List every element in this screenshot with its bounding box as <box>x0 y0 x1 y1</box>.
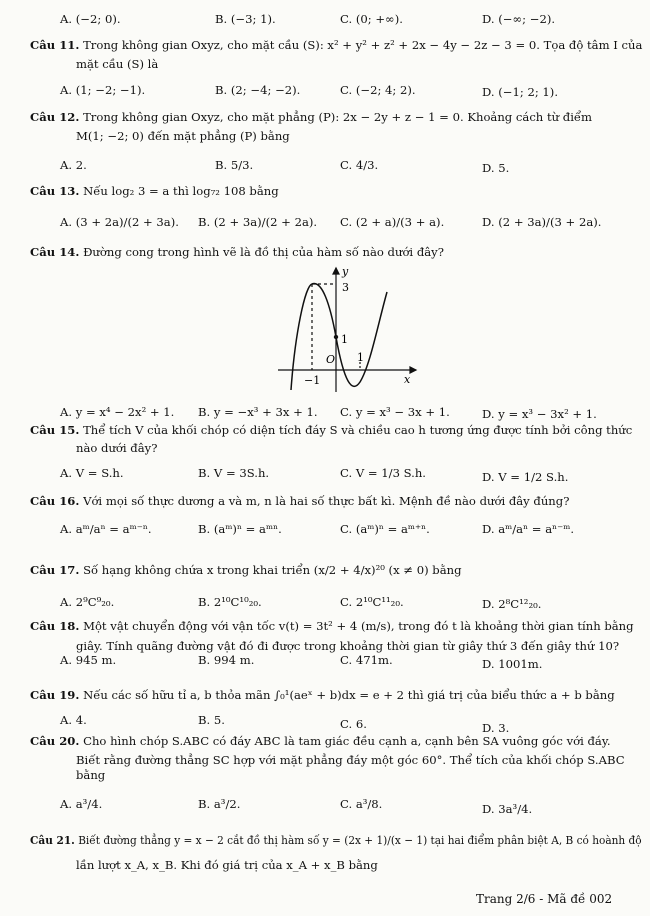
q15-number: Câu 15. <box>30 423 80 437</box>
q15-option-a: A. V = S.h. <box>60 466 124 480</box>
label-y: y <box>342 265 349 278</box>
q19-option-b: B. 5. <box>198 713 225 727</box>
q16-option-d: D. aᵐ/aⁿ = aⁿ⁻ᵐ. <box>482 522 575 536</box>
q20-stem-line1 <box>30 734 611 748</box>
q20-option-b: B. a³/2. <box>198 797 241 811</box>
q20-option-a: A. a³/4. <box>60 797 103 811</box>
q20-option-c: C. a³/8. <box>340 797 383 811</box>
page-footer: Trang 2/6 - Mã đề 002 <box>476 892 613 906</box>
q15-text1: Thể tích V của khối chóp có diện tích đáy S và chiều cao h tương ứng được tính bởi công thức <box>83 423 633 437</box>
q11-text2: mặt cầu (S) là <box>76 57 159 71</box>
q18-number: Câu 18. <box>30 619 80 633</box>
q21-number: Câu 21. <box>30 833 75 847</box>
q18-option-c: C. 471m. <box>340 653 393 667</box>
q17-stem <box>30 563 462 577</box>
q14-option-b: B. y = −x³ + 3x + 1. <box>198 405 318 419</box>
q17-text: Số hạng không chứa x trong khai triển (x/2 + 4/x)²⁰ (x ≠ 0) bằng <box>83 563 462 577</box>
q11-option-d: D. (−1; 2; 1). <box>482 85 559 99</box>
q14-text: Đường cong trong hình vẽ là đồ thị của hàm số nào dưới đây? <box>83 245 444 259</box>
q13-option-d: D. (2 + 3a)/(3 + 2a). <box>482 215 602 229</box>
q20-option-d: D. 3a³/4. <box>482 802 533 816</box>
q21-stem-line1 <box>30 833 642 847</box>
q16-stem <box>30 494 569 508</box>
q14-option-c: C. y = x³ − 3x + 1. <box>340 405 450 419</box>
q19-stem <box>30 688 615 702</box>
q12-text2: M(1; −2; 0) đến mặt phẳng (P) bằng <box>76 129 290 143</box>
q11-text1: Trong không gian Oxyz, cho mặt cầu (S): x² + y² + z² + 2x − 4y − 2z − 3 = 0. Tọa độ tâm I của <box>83 38 643 52</box>
q11-option-a: A. (1; −2; −1). <box>60 83 146 97</box>
q18-stem-line1 <box>30 619 634 633</box>
x-axis-arrow <box>410 367 416 373</box>
q13-option-b: B. (2 + 3a)/(2 + 2a). <box>198 215 318 229</box>
q11-stem-line1 <box>30 38 642 52</box>
q11-option-b: B. (2; −4; −2). <box>215 83 301 97</box>
q13-option-a: A. (3 + 2a)/(2 + 3a). <box>60 215 179 229</box>
q10-option-a: A. (−2; 0). <box>60 12 121 26</box>
q12-number: Câu 12. <box>30 110 80 124</box>
q13-option-c: C. (2 + a)/(3 + a). <box>340 215 445 229</box>
q12-option-b: B. 5/3. <box>215 158 254 172</box>
q16-option-a: A. aᵐ/aⁿ = aᵐ⁻ⁿ. <box>60 522 152 536</box>
q21-text2: lần lượt x_A, x_B. Khi đó giá trị của x_A + x_B bằng <box>76 858 378 872</box>
label-origin: O <box>326 353 336 366</box>
q15-stem-line1 <box>30 423 632 437</box>
q20-number: Câu 20. <box>30 734 80 748</box>
y-axis-arrow <box>333 268 339 274</box>
q14-option-a: A. y = x⁴ − 2x² + 1. <box>60 405 175 419</box>
label-minus-one: −1 <box>304 374 321 387</box>
label-x: x <box>404 373 411 386</box>
q18-option-d: D. 1001m. <box>482 657 543 671</box>
q13-text: Nếu log₂ 3 = a thì log₇₂ 108 bằng <box>83 184 279 198</box>
q10-option-b: B. (−3; 1). <box>215 12 276 26</box>
q16-number: Câu 16. <box>30 494 80 508</box>
q17-option-c: C. 2¹⁰C¹¹₂₀. <box>340 595 404 609</box>
point-0-1 <box>334 335 338 339</box>
q16-text: Với mọi số thực dương a và m, n là hai số thực bất kì. Mệnh đề nào dưới đây đúng? <box>83 494 570 508</box>
q11-option-c: C. (−2; 4; 2). <box>340 83 416 97</box>
q10-option-c: C. (0; +∞). <box>340 12 403 26</box>
q20-text1: Cho hình chóp S.ABC có đáy ABC là tam giác đều cạnh a, cạnh bên SA vuông góc với đáy. <box>83 734 611 748</box>
q12-option-c: C. 4/3. <box>340 158 379 172</box>
label-one-y: 1 <box>341 333 348 346</box>
q10-option-d: D. (−∞; −2). <box>482 12 556 26</box>
q19-number: Câu 19. <box>30 688 80 702</box>
q18-text1: Một vật chuyển động với vận tốc v(t) = 3t² + 4 (m/s), trong đó t là khoảng thời gian tính bằng <box>83 619 634 633</box>
q21-text1: Biết đường thẳng y = x − 2 cắt đồ thị hàm số y = (2x + 1)/(x − 1) tại hai điểm phân biệt A, B có hoành độ <box>78 833 642 847</box>
q16-option-b: B. (aᵐ)ⁿ = aᵐⁿ. <box>198 522 282 536</box>
q15-option-b: B. V = 3S.h. <box>198 466 270 480</box>
q19-option-c: C. 6. <box>340 717 367 731</box>
q14-number: Câu 14. <box>30 245 80 259</box>
q18-option-a: A. 945 m. <box>60 653 117 667</box>
label-three: 3 <box>342 281 349 294</box>
q15-option-d: D. V = 1/2 S.h. <box>482 470 569 484</box>
q19-text: Nếu các số hữu tỉ a, b thỏa mãn ∫₀¹(aeˣ + b)dx = e + 2 thì giá trị của biểu thức a + b bằng <box>83 688 615 702</box>
q17-option-a: A. 2⁹C⁹₂₀. <box>60 595 115 609</box>
q12-stem-line1 <box>30 110 592 124</box>
q12-text1: Trong không gian Oxyz, cho mặt phẳng (P): 2x − 2y + z − 1 = 0. Khoảng cách từ điểm <box>83 110 593 124</box>
q17-option-d: D. 2⁸C¹²₂₀. <box>482 597 542 611</box>
q20-text3: bằng <box>76 768 106 782</box>
q13-number: Câu 13. <box>30 184 80 198</box>
q14-cubic-graph <box>270 264 420 394</box>
q18-option-b: B. 994 m. <box>198 653 255 667</box>
q13-stem <box>30 184 279 198</box>
q11-number: Câu 11. <box>30 38 80 52</box>
q12-option-d: D. 5. <box>482 161 510 175</box>
q17-number: Câu 17. <box>30 563 80 577</box>
q20-text2: Biết rằng đường thẳng SC hợp với mặt phẳng đáy một góc 60°. Thể tích của khối chóp S.ABC <box>76 753 625 767</box>
q19-option-a: A. 4. <box>60 713 87 727</box>
q16-option-c: C. (aᵐ)ⁿ = aᵐ⁺ⁿ. <box>340 522 430 536</box>
q14-option-d: D. y = x³ − 3x² + 1. <box>482 407 597 421</box>
q15-option-c: C. V = 1/3 S.h. <box>340 466 426 480</box>
q17-option-b: B. 2¹⁰C¹⁰₂₀. <box>198 595 262 609</box>
q14-stem <box>30 245 444 259</box>
q19-option-d: D. 3. <box>482 721 510 735</box>
q12-option-a: A. 2. <box>60 158 87 172</box>
q15-text2: nào dưới đây? <box>76 441 158 455</box>
label-one-x: 1 <box>357 351 364 364</box>
q18-text2: giây. Tính quãng đường vật đó đi được trong khoảng thời gian từ giây thứ 3 đến giây thứ 10? <box>76 639 620 653</box>
